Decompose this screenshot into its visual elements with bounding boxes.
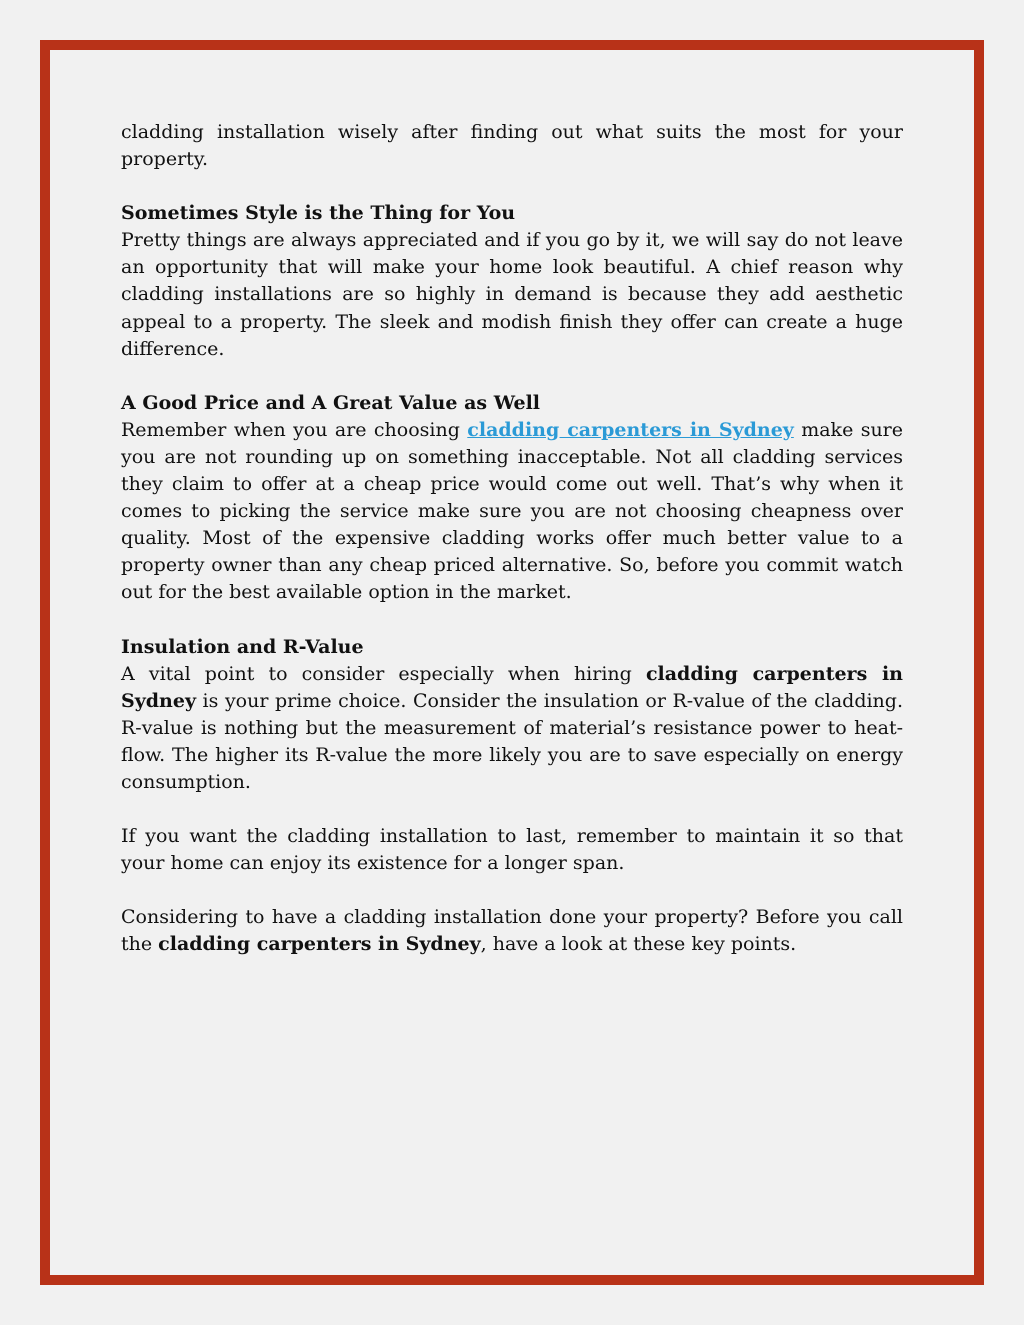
closing-paragraph [121,904,903,958]
document-body [121,119,903,958]
closing-body-end: , have a look at these key points. [480,933,797,956]
cladding-carpenters-link[interactable]: cladding carpenters in Sydney [467,418,794,441]
price-heading: A Good Price and A Great Value as Well [121,391,541,414]
insulation-body-end: is your prime choice. Consider the insulation or R-value of the cladding. R-value is nothing but the measurement of material’s resistance power to heat-flow. The higher its R-value the more likely you are to save especially on energy consumption. [121,689,903,793]
style-heading: Sometimes Style is the Thing for You [121,202,516,225]
insulation-bold-keyword: cladding carpenters in Sydney [121,662,903,712]
insulation-heading: Insulation and R-Value [121,635,364,658]
price-body-end: make sure you are not rounding up on something inacceptable. Not all cladding services they claim to offer at a cheap price would come out well. That’s why when it comes to picking the service make sure you are not choosing cheapness over quality. Most of the expensive cladding works offer much better value to a property owner than any cheap priced alternative. So, before you commit watch out for the best available option in the market. [121,418,904,604]
price-body-start: Remember when you are choosing [121,418,468,441]
insulation-section [121,634,903,797]
price-section [121,390,903,607]
insulation-body-start: A vital point to consider especially when hiring [121,662,646,685]
style-body: Pretty things are always appreciated and if you go by it, we will say do not leave an opportunity that will make your home look beautiful. A chief reason why cladding installations are so highly in demand is because they add aesthetic appeal to a property. The sleek and modish finish they offer can create a huge difference. [121,229,903,360]
style-section [121,200,903,363]
maintain-paragraph: If you want the cladding installation to last, remember to maintain it so that your home can enjoy its existence for a longer span. [121,825,903,875]
closing-body-start: Considering to have a cladding installation done your property? Before you call the [121,906,903,956]
closing-bold-keyword: cladding carpenters in Sydney [158,933,481,956]
intro-paragraph: cladding installation wisely after finding out what suits the most for your property. [121,121,903,171]
